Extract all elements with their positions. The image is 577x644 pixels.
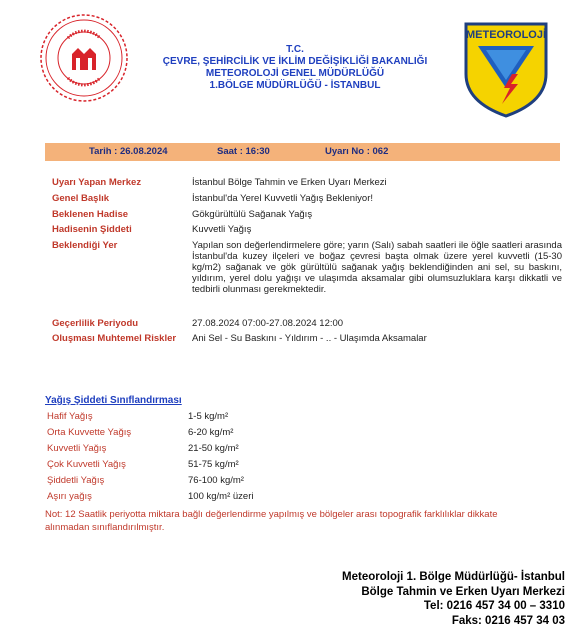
field-value: İstanbul Bölge Tahmin ve Erken Uyarı Merkezi xyxy=(192,177,387,188)
field-label: Uyarı Yapan Merkez xyxy=(52,177,142,188)
field-value: Ani Sel - Su Baskını - Yıldırım - .. - Ulaşımda Aksamalar xyxy=(192,333,427,344)
classification-row xyxy=(45,459,345,471)
class-range: 100 kg/m² üzeri xyxy=(188,491,254,502)
field-value: Kuvvetli Yağış xyxy=(192,224,252,235)
field-label: Oluşması Muhtemel Riskler xyxy=(52,333,177,344)
classification-row xyxy=(45,427,345,439)
warning-number: Uyarı No : 062 xyxy=(325,146,389,157)
footer-directorate: Meteoroloji 1. Bölge Müdürlüğü- İstanbul xyxy=(342,571,565,583)
field-label: Beklenen Hadise xyxy=(52,209,129,220)
header-line-ministry: ÇEVRE, ŞEHİRCİLİK VE İKLİM DEĞİŞİKLİĞİ BAKANLIĞI xyxy=(162,56,428,67)
field-label: Geçerlilik Periyodu xyxy=(52,318,139,329)
field-label: Genel Başlık xyxy=(52,193,110,204)
footer-fax: Faks: 0216 457 34 03 xyxy=(451,614,565,627)
logo-text: METEOROLOJİ xyxy=(465,29,547,41)
class-name: Aşırı yağış xyxy=(47,491,92,502)
field-label: Beklendiği Yer xyxy=(52,240,118,251)
warning-date: Tarih : 26.08.2024 xyxy=(89,146,168,157)
classification-title: Yağış Şiddeti Sınıflandırması xyxy=(45,395,182,406)
field-value: 27.08.2024 07:00-27.08.2024 12:00 xyxy=(192,318,344,329)
class-name: Şiddetli Yağış xyxy=(47,475,105,486)
class-name: Çok Kuvvetli Yağış xyxy=(47,459,126,470)
class-range: 76-100 kg/m² xyxy=(188,475,244,486)
ministry-header xyxy=(130,44,460,92)
ministry-seal-logo xyxy=(40,14,128,102)
class-name: Orta Kuvvette Yağış xyxy=(47,427,132,438)
field-value: Gökgürültülü Sağanak Yağış xyxy=(192,209,313,220)
field-label: Hadisenin Şiddeti xyxy=(52,224,132,235)
class-range: 1-5 kg/m² xyxy=(188,411,229,422)
classification-note: Not: 12 Saatlik periyotta miktara bağlı değerlendirme yapılmış ve bölgeler arası topografik farklılıklar dikkate alınmadan sınıflandırılmıştır. xyxy=(45,509,498,533)
footer-center: Bölge Tahmin ve Erken Uyarı Merkezi xyxy=(361,585,565,598)
header-line-tc: T.C. xyxy=(286,44,304,55)
class-range: 21-50 kg/m² xyxy=(188,443,239,454)
class-name: Hafif Yağış xyxy=(47,411,93,422)
class-range: 6-20 kg/m² xyxy=(188,427,234,438)
contact-footer xyxy=(342,570,565,628)
class-name: Kuvvetli Yağış xyxy=(47,443,107,454)
classification-row xyxy=(45,443,345,455)
meteoroloji-shield-logo xyxy=(464,22,548,118)
classification-row xyxy=(45,411,345,423)
classification-row xyxy=(45,491,345,503)
warning-info-bar xyxy=(45,143,560,161)
footer-phone: Tel: 0216 457 34 00 – 3310 xyxy=(423,600,565,612)
field-value: Yapılan son değerlendirmelere göre; yarın (Salı) sabah saatleri ile öğle saatleri arasında İstanbul'da kuzey ilçeleri ve boğaz çevresi başta olmak üzere yerel kuvvetli (15-30 kg/m2) sağanak ve gök gürültülü sağanak yağış beklendiğinden ani sel, su baskını, yıldırım, yerel dolu yağışı ve ulaşımda aksamalar gibi olumsuzluklara karşı dikkatli ve tedbirli olunması gerekmektedir. xyxy=(192,240,562,295)
field-value: İstanbul'da Yerel Kuvvetli Yağış Bekleniyor! xyxy=(192,193,374,204)
class-range: 51-75 kg/m² xyxy=(188,459,239,470)
warning-time: Saat : 16:30 xyxy=(217,146,270,157)
header-line-directorate: METEOROLOJİ GENEL MÜDÜRLÜĞÜ xyxy=(205,68,385,79)
header-line-region: 1.BÖLGE MÜDÜRLÜĞÜ - İSTANBUL xyxy=(209,80,381,91)
classification-row xyxy=(45,475,345,487)
